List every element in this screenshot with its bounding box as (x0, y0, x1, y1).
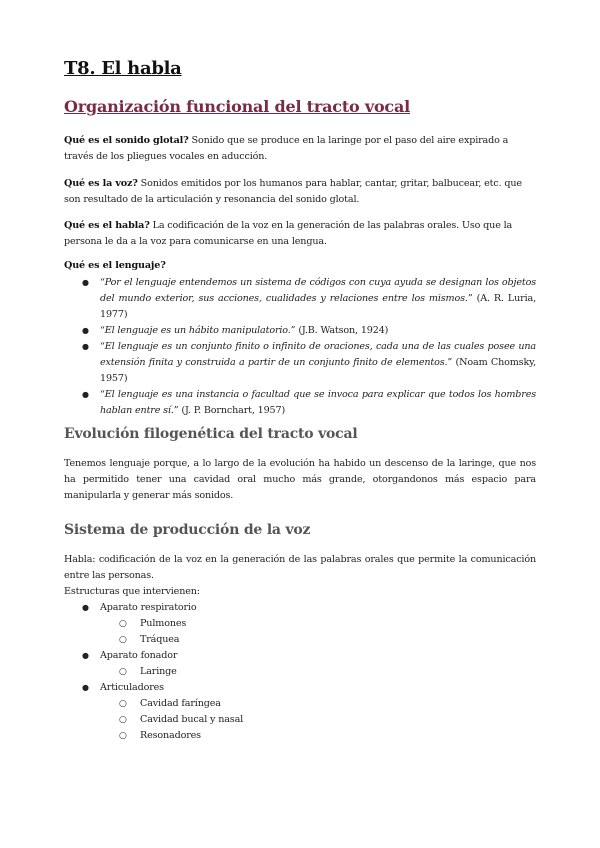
paragraph-voz (64, 176, 536, 208)
paragraph-lenguaje (64, 258, 536, 274)
list-item: ● “El lenguaje es un hábito manipulatorio.” (J.B. Watson, 1924) (80, 323, 536, 339)
bullet-icon: ● (82, 651, 89, 660)
structures-list (80, 600, 380, 744)
quote-list (80, 275, 536, 419)
circle-bullet-icon: ○ (119, 731, 127, 741)
paragraph-habla (64, 218, 536, 250)
circle-bullet-icon: ○ (119, 635, 127, 645)
list-item: ○ Cavidad faríngea (80, 696, 380, 712)
circle-bullet-icon: ○ (119, 619, 127, 629)
quote-author: (J. P. Bornchart, 1957) (181, 405, 286, 416)
bullet-icon: ● (82, 390, 89, 399)
list-item: ● “El lenguaje es una instancia o facultad que se invoca para explicar que todos los hombres hablan entre sí.” (J. P. Bornchart, 1957) (82, 389, 536, 416)
circle-bullet-icon: ○ (119, 699, 127, 709)
quote-text: El lenguaje es una instancia o facultad que se invoca para explicar que todos los hombres hablan entre sí. (100, 389, 536, 416)
bullet-icon: ● (82, 326, 89, 335)
section-heading-organizacion: Organización funcional del tracto vocal (64, 97, 411, 116)
bullet-icon: ● (82, 603, 89, 612)
quote-text: El lenguaje es un conjunto finito o infinito de oraciones, cada una de las cuales posee una extensión finita y construida a partir de un conjunto finito de elementos. (100, 341, 536, 368)
list-item: ● Aparato fonador (80, 648, 380, 664)
list-item: ○ Laringe (80, 664, 380, 680)
answer-text: La codificación de la voz en la generación de las palabras orales. Uso que la persona le da a la voz para comunicarse en una lengua. (64, 220, 513, 247)
quote-author: (A. R. Luria, 1977) (100, 293, 536, 320)
list-item: ● Articuladores (80, 680, 380, 696)
circle-bullet-icon: ○ (119, 667, 127, 677)
list-item: ● “Por el lenguaje entendemos un sistema de códigos con cuya ayuda se designan los objetos del mundo exterior, sus acciones, cualidades y relaciones entre los mismos.” (A. R. Luria, 1977) (82, 277, 536, 320)
circle-bullet-icon: ○ (119, 715, 127, 725)
bullet-icon: ● (82, 278, 89, 287)
list-item: ● “El lenguaje es un conjunto finito o infinito de oraciones, cada una de las cuales posee una extensión finita y construida a partir de un conjunto finito de elementos.” (Noam Chomsky, 1957) (82, 341, 536, 384)
quote-author: (Noam Chomsky, 1957) (100, 357, 536, 384)
list-item: ○ Resonadores (80, 728, 380, 744)
paragraph-habla-definicion: Habla: codificación de la voz en la generación de las palabras orales que permite la comunicación entre las personas. (64, 554, 536, 581)
bullet-icon: ● (82, 683, 89, 692)
paragraph-sonido-glotal (64, 133, 536, 165)
list-item: ○ Tráquea (80, 632, 380, 648)
question-label: Qué es el habla? (64, 220, 150, 231)
structures-intro: Estructuras que intervienen: (64, 586, 200, 597)
section-heading-evolucion: Evolución filogenética del tracto vocal (64, 426, 358, 442)
section-heading-sistema: Sistema de producción de la voz (64, 522, 311, 538)
quote-author: (J.B. Watson, 1924) (298, 325, 389, 336)
question-label: Qué es la voz? (64, 178, 138, 189)
question-label: Qué es el lenguaje? (64, 260, 166, 271)
paragraph-evolucion: Tenemos lenguaje porque, a lo largo de la evolución ha habido un descenso de la laringe, que nos ha permitido tener una cavidad oral mucho más grande, otorgandonos más espacio para manipularla y generar más sonidos. (64, 458, 536, 501)
page-title: T8. El habla (64, 58, 182, 79)
list-item: ● Aparato respiratorio (80, 600, 380, 616)
answer-text: Sonidos emitidos por los humanos para hablar, cantar, gritar, balbucear, etc. que son resultado de la articulación y resonancia del sonido glotal. (64, 178, 522, 205)
list-item: ○ Pulmones (80, 616, 380, 632)
answer-text: Sonido que se produce en la laringe por el paso del aire expirado a través de los pliegues vocales en aducción. (64, 135, 509, 162)
bullet-icon: ● (82, 342, 89, 351)
quote-text: El lenguaje es un hábito manipulatorio. (104, 325, 291, 336)
quote-text: Por el lenguaje entendemos un sistema de códigos con cuya ayuda se designan los objetos del mundo exterior, sus acciones, cualidades y relaciones entre los mismos. (100, 277, 536, 304)
list-item: ○ Cavidad bucal y nasal (80, 712, 380, 728)
question-label: Qué es el sonido glotal? (64, 135, 189, 146)
